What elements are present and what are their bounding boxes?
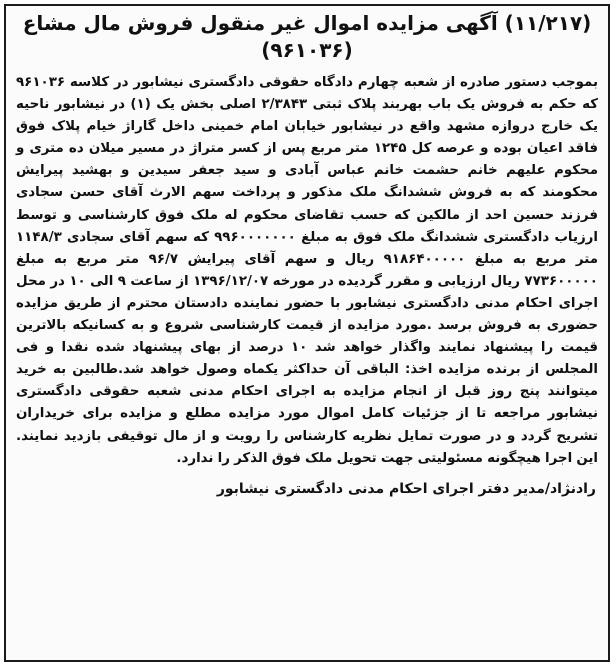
auction-notice (4, 4, 610, 662)
notice-body: بموجب دستور صادره از شعبه چهارم دادگاه حقوقی دادگستری نیشابور در کلاسه ۹۶۱۰۳۶ که حکم به فروش یک باب بهربند پلاک ثبتی ۲/۳۸۴۳ اصلی بخش یک (۱) در نیشابور ناحیه یک خارج دروازه مشهد واقع در نیشابور خیابان امام خمینی داخل گاراژ خیام پلاک فوق فاقد اعیان بوده و عرصه کل ۱۲۴۵ متر مربع پس از کسر متراژ در مسیر میلان ده متری و محکوم علیهم خانم حشمت خانم عباس آبادی و سید جعفر سیدین و بهشید پیرایش محکومند که به فروش ششدانگ ملک مذکور و پرداخت سهم الارث آقای حسن سجادی فرزند حسین احد از مالکین که حسب تقاضای محکوم له ملک فوق کارشناسی و توسط ارزیاب دادگستری ششدانگ ملک فوق به مبلغ ۹۹۶۰۰۰۰۰۰۰ که سهم آقای سجادی ۱۱۴۸/۳ متر مربع به مبلغ ۹۱۸۶۴۰۰۰۰۰ ریال و سهم آقای پیرایش ۹۶/۷ متر مربع به مبلغ ۷۷۳۶۰۰۰۰۰ ریال ارزیابی و مقرر گردیده در مورخه ۱۳۹۶/۱۲/۰۷ از ساعت ۹ الی ۱۰ در محل اجرای احکام مدنی دادگستری نیشابور با حضور نماینده دادستان محترم از طریق مزایده حضوری به فروش برسد .مورد مزایده از قیمت کارشناسی شروع و به کسانیکه بالاترین قیمت را پیشنهاد نمایند واگذار خواهد شد ۱۰ درصد از بهای پیشنهاد شده نقدا و فی المجلس از برنده مزایده اخذ: الباقی آن حداکثر یکماه وصول خواهد شد.طالبین به خرید میتوانند پنج روز قبل از انجام مزایده به اجرای احکام مدنی شعبه حقوقی دادگستری نیشابور مراجعه تا از جزئیات کامل اموال مورد مزایده مطلع و مزایده برای خریداران تشریح گردد و در صورت تمایل نظریه کارشناس را رویت و از مال توقیفی بازدید نمایند. این اجرا هیچگونه مسئولیتی جهت تحویل ملک فوق الذکر را ندارد. (16, 75, 598, 466)
notice-title: (۱۱/۲۱۷) آگهی مزایده اموال غیر منقول فروش مال مشاع (۹۶۱۰۳۶) (22, 11, 592, 62)
notice-signature: رادنژاد/مدیر دفتر اجرای احکام مدنی دادگستری نیشابور (216, 480, 596, 497)
